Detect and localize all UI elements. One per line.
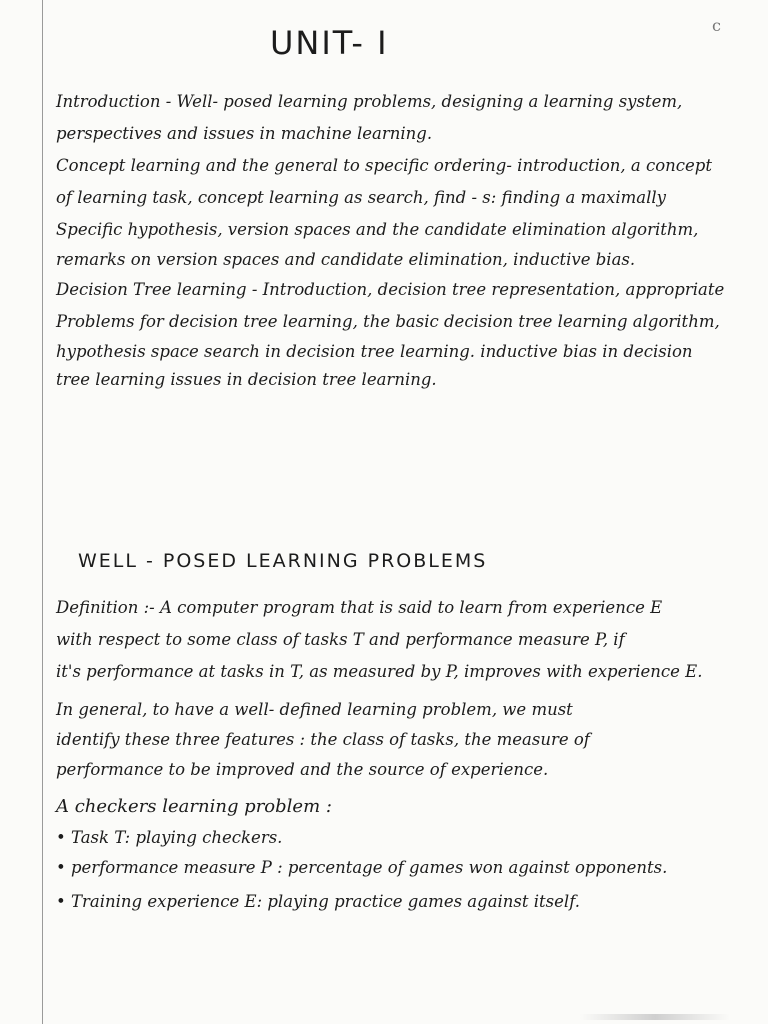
section-line: performance to be improved and the source of experience. (56, 760, 549, 779)
syllabus-line: Decision Tree learning - Introduction, decision tree representation, appropriate (56, 280, 725, 299)
syllabus-line: Problems for decision tree learning, the basic decision tree learning algorithm, (56, 312, 720, 331)
bullet-item: • Training experience E: playing practice games against itself. (56, 892, 580, 911)
syllabus-line: of learning task, concept learning as search, find - s: finding a maximally (56, 188, 666, 207)
section-line: In general, to have a well- defined learning problem, we must (56, 700, 573, 719)
syllabus-line: tree learning issues in decision tree learning. (56, 370, 437, 389)
page-margin-line (42, 0, 43, 1024)
page-smudge (580, 1014, 730, 1020)
corner-mark: c (712, 16, 721, 35)
syllabus-line: Introduction - Well- posed learning problems, designing a learning system, (56, 92, 683, 111)
syllabus-line: Specific hypothesis, version spaces and the candidate elimination algorithm, (56, 220, 699, 239)
syllabus-line: remarks on version spaces and candidate elimination, inductive bias. (56, 250, 636, 269)
bullet-item: • performance measure P : percentage of games won against opponents. (56, 858, 668, 877)
section-heading: WELL - POSED LEARNING PROBLEMS (78, 550, 488, 572)
syllabus-line: Concept learning and the general to specific ordering- introduction, a concept (56, 156, 712, 175)
page-title: UNIT- I (270, 24, 389, 62)
bullet-item: • Task T: playing checkers. (56, 828, 283, 847)
section-line: identify these three features : the class of tasks, the measure of (56, 730, 590, 749)
syllabus-line: hypothesis space search in decision tree learning. inductive bias in decision (56, 342, 693, 361)
syllabus-line: perspectives and issues in machine learning. (56, 124, 433, 143)
section-line: Definition :- A computer program that is said to learn from experience E (56, 598, 663, 617)
section-line: it's performance at tasks in T, as measured by P, improves with experience E. (56, 662, 703, 681)
checkers-problem-heading: A checkers learning problem : (56, 796, 332, 817)
section-line: with respect to some class of tasks T and performance measure P, if (56, 630, 625, 649)
